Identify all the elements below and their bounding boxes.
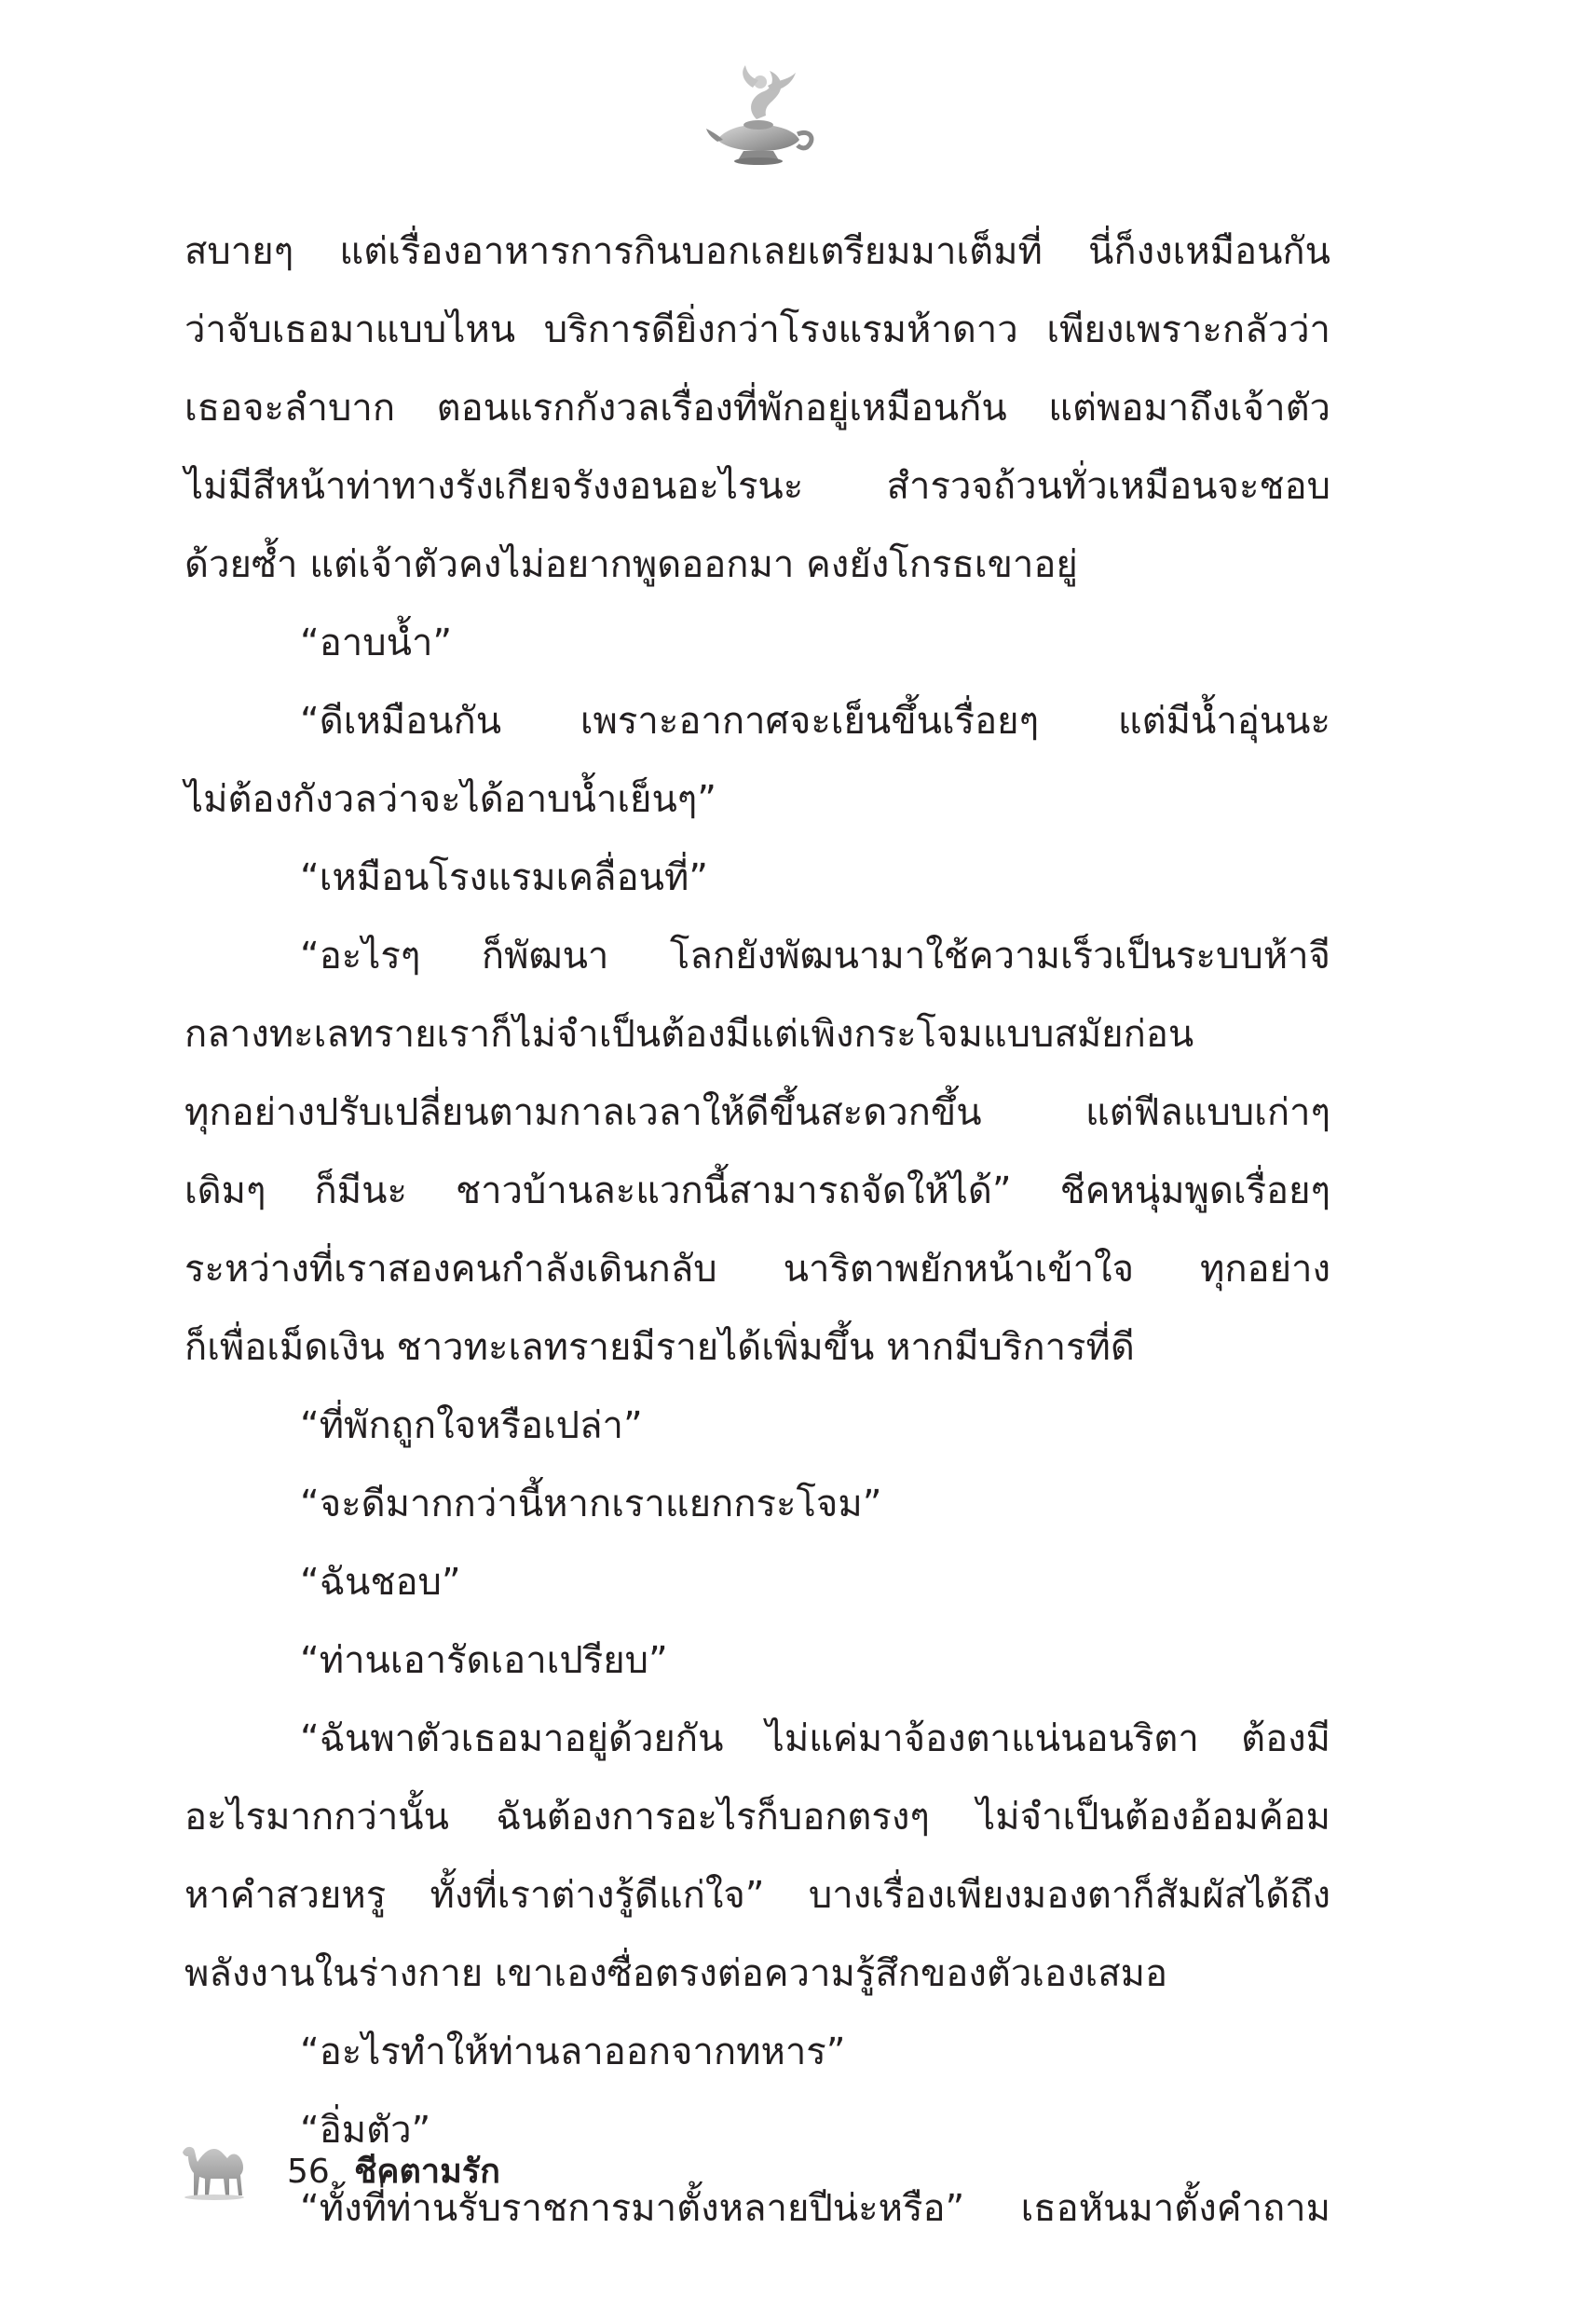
text-line: ด้วยซ้ำ แต่เจ้าตัวคงไม่อยากพูดออกมา คงยังโกรธเขาอยู่ xyxy=(184,543,1078,586)
text-line: ระหว่างที่เราสองคนกำลังเดินกลับ นาริตาพยักหน้าเข้าใจ ทุกอย่าง xyxy=(184,1248,1330,1291)
text-line: “อะไรทำให้ท่านลาออกจากทหาร” xyxy=(300,2031,846,2073)
text-line: เธอจะลำบาก ตอนแรกกังวลเรื่องที่พักอยู่เหมือนกัน แต่พอมาถึงเจ้าตัว xyxy=(184,387,1330,430)
text-line: “จะดีมากกว่านี้หากเราแยกกระโจม” xyxy=(300,1483,882,1525)
text-line: “อาบน้ำ” xyxy=(300,622,453,664)
text-line: ไม่ต้องกังวลว่าจะได้อาบน้ำเย็นๆ” xyxy=(184,778,717,821)
text-line: “ฉันพาตัวเธอมาอยู่ด้วยกัน ไม่แค่มาจ้องตาแน่นอนริตา ต้องมี xyxy=(300,1717,1330,1760)
text-line: เดิมๆ ก็มีนะ ชาวบ้านละแวกนี้สามารถจัดให้ได้” ชีคหนุ่มพูดเรื่อยๆ xyxy=(184,1169,1330,1212)
body-text xyxy=(184,212,1330,2248)
page-number: 56 xyxy=(287,2153,330,2191)
text-line: สบายๆ แต่เรื่องอาหารการกินบอกเลยเตรียมมาเต็มที่ นี่ก็งงเหมือนกัน xyxy=(184,230,1330,273)
text-line: “อิ่มตัว” xyxy=(300,2109,431,2152)
text-line: กลางทะเลทรายเราก็ไม่จำเป็นต้องมีแต่เพิงกระโจมแบบสมัยก่อน xyxy=(184,1013,1194,1056)
camel-icon xyxy=(177,2136,252,2201)
text-line: “ท่านเอารัดเอาเปรียบ” xyxy=(300,1639,668,1682)
text-line: “ที่พักถูกใจหรือเปล่า” xyxy=(300,1404,643,1447)
genie-lamp-icon xyxy=(699,54,820,175)
text-line: “ฉันชอบ” xyxy=(300,1561,461,1604)
text-line: “ทั้งที่ท่านรับราชการมาตั้งหลายปีน่ะหรือ” เธอหันมาตั้งคำถาม xyxy=(300,2187,1330,2230)
text-line: หาคำสวยหรู ทั้งที่เราต่างรู้ดีแก่ใจ” บางเรื่องเพียงมองตาก็สัมผัสได้ถึง xyxy=(184,1874,1330,1917)
text-line: “ดีเหมือนกัน เพราะอากาศจะเย็นขึ้นเรื่อยๆ แต่มีน้ำอุ่นนะ xyxy=(300,700,1330,743)
page-footer xyxy=(177,2136,736,2210)
text-line: ไม่มีสีหน้าท่าทางรังเกียจรังงอนอะไรนะ สำรวจถ้วนทั่วเหมือนจะชอบ xyxy=(184,465,1330,508)
text-line: ทุกอย่างปรับเปลี่ยนตามกาลเวลาให้ดีขึ้นสะดวกขึ้น แต่ฟีลแบบเก่าๆ xyxy=(184,1091,1330,1134)
text-line: ก็เพื่อเม็ดเงิน ชาวทะเลทรายมีรายได้เพิ่มขึ้น หากมีบริการที่ดี xyxy=(184,1326,1135,1369)
text-line: อะไรมากกว่านั้น ฉันต้องการอะไรก็บอกตรงๆ ไม่จำเป็นต้องอ้อมค้อม xyxy=(184,1796,1330,1839)
text-line: พลังงานในร่างกาย เขาเองซื่อตรงต่อความรู้สึกของตัวเองเสมอ xyxy=(184,1952,1167,1995)
text-line: ว่าจับเธอมาแบบไหน บริการดียิ่งกว่าโรงแรมห้าดาว เพียงเพราะกลัวว่า xyxy=(184,308,1330,351)
book-title: ชีคตามรัก xyxy=(354,2153,500,2191)
text-line: “เหมือนโรงแรมเคลื่อนที่” xyxy=(300,856,709,899)
text-line: “อะไรๆ ก็พัฒนา โลกยังพัฒนามาใช้ความเร็วเป็นระบบห้าจี xyxy=(300,935,1330,978)
